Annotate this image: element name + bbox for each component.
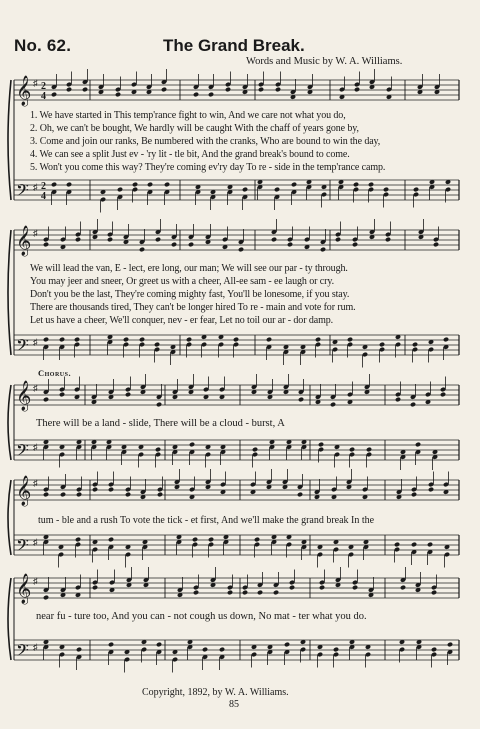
note-head <box>75 237 81 243</box>
note-head <box>352 242 358 248</box>
chorus-line-2: tum - ble and a rush To vote the tick - et first, And we'll make the grand break In the <box>38 515 375 526</box>
note-head <box>155 237 161 243</box>
note-head <box>225 87 231 93</box>
note-head <box>115 92 121 98</box>
note-head <box>202 647 208 653</box>
note-head <box>433 242 439 248</box>
note-head <box>123 337 129 343</box>
note-head <box>208 92 214 98</box>
note-head <box>291 182 297 188</box>
note-head <box>258 87 264 93</box>
note-head <box>43 492 49 498</box>
sharp-icon: ♯ <box>33 576 38 586</box>
note-head <box>147 182 153 188</box>
note-head <box>319 585 325 591</box>
note-head <box>164 182 170 188</box>
time-signature-top: 2 <box>41 181 46 192</box>
sharp-icon: ♯ <box>33 182 38 192</box>
verse-line-2: 2. Oh, we can't be bought, We hardly will be caught With the chaff of years gone by, <box>30 123 359 134</box>
chorus-label: Chorus. <box>38 368 72 378</box>
note-head <box>92 585 98 591</box>
note-head <box>273 590 279 596</box>
note-head <box>315 337 321 343</box>
note-head <box>59 392 65 398</box>
verse-ending-3: Don't you be the last, They're coming mighty fast, You'll be lonesome, if you stay. <box>30 289 350 300</box>
sharp-icon: ♯ <box>33 383 38 393</box>
time-signature-top: 2 <box>41 81 46 92</box>
note-head <box>125 392 131 398</box>
treble-clef-icon: 𝄞 <box>16 76 32 106</box>
hymn-credit: Words and Music by W. A. Williams. <box>246 56 403 67</box>
note-head <box>366 447 372 453</box>
verse-line-5: 5. Won't you come this way? They're coming ev'ry day To re - side in the temp'rance camp. <box>30 162 386 173</box>
system-brace <box>8 80 11 200</box>
note-head <box>354 87 360 93</box>
system-brace <box>8 578 11 660</box>
note-head <box>330 402 336 408</box>
note-head <box>66 182 72 188</box>
note-head <box>413 187 419 193</box>
note-head <box>333 647 339 653</box>
note-head <box>427 542 433 548</box>
note-head <box>76 647 82 653</box>
note-head <box>156 402 162 408</box>
note-head <box>51 92 57 98</box>
chorus-line-1: There will be a land - slide, There will be a cloud - burst, A <box>36 418 285 429</box>
note-head <box>440 392 446 398</box>
note-head <box>76 492 82 498</box>
note-head <box>75 537 81 543</box>
note-head <box>284 642 290 648</box>
note-head <box>431 647 437 653</box>
treble-clef-icon: 𝄞 <box>16 574 32 604</box>
note-head <box>353 182 359 188</box>
note-head <box>157 492 163 498</box>
bass-clef-icon: 𝄢 <box>16 640 29 664</box>
note-head <box>242 590 248 596</box>
note-head <box>82 87 88 93</box>
note-head <box>411 492 417 498</box>
note-head <box>412 342 418 348</box>
note-head <box>385 237 391 243</box>
sharp-icon: ♯ <box>33 478 38 488</box>
note-head <box>447 642 453 648</box>
bass-clef-icon: 𝄢 <box>16 535 29 559</box>
note-head <box>189 442 195 448</box>
note-head <box>400 585 406 591</box>
note-head <box>297 492 303 498</box>
note-head <box>219 647 225 653</box>
sharp-icon: ♯ <box>33 337 38 347</box>
bass-clef-icon: 𝄢 <box>16 180 29 204</box>
hymn-number: No. 62. <box>14 36 72 55</box>
note-head <box>320 247 326 253</box>
sharp-icon: ♯ <box>33 442 38 452</box>
note-head <box>395 397 401 403</box>
note-head <box>242 187 248 193</box>
system-brace <box>8 480 11 555</box>
note-head <box>383 187 389 193</box>
note-head <box>43 242 49 248</box>
note-head <box>411 542 417 548</box>
note-head <box>252 447 258 453</box>
note-head <box>266 337 272 343</box>
note-head <box>352 585 358 591</box>
note-head <box>233 337 239 343</box>
note-head <box>443 337 449 343</box>
note-head <box>43 397 49 403</box>
note-head <box>431 590 437 596</box>
note-head <box>139 337 145 343</box>
note-head <box>415 442 421 448</box>
note-head <box>287 242 293 248</box>
note-head <box>66 87 72 93</box>
verse-ending-4: There are thousands tired, They can't be longer hired To re - main and vote for rum. <box>30 302 356 313</box>
note-head <box>107 237 113 243</box>
note-head <box>92 487 98 493</box>
note-head <box>125 492 131 498</box>
note-head <box>186 337 192 343</box>
note-head <box>156 642 162 648</box>
note-head <box>161 87 167 93</box>
page-number: 85 <box>229 699 239 710</box>
note-head <box>227 590 233 596</box>
verse-line-3: 3. Come and join our ranks, Be numbered with the cranks, Who are bound to win the day, <box>30 136 381 147</box>
note-head <box>257 590 263 596</box>
note-head <box>275 87 281 93</box>
note-head <box>108 487 114 493</box>
copyright-notice: Copyright, 1892, by W. A. Williams. <box>142 687 289 698</box>
note-head <box>59 337 65 343</box>
system-brace <box>8 230 11 355</box>
note-head <box>274 187 280 193</box>
note-head <box>192 537 198 543</box>
note-head <box>335 237 341 243</box>
chorus-line-3: near fu - ture too, And you can - not cough us down, No mat - ter what you do. <box>36 611 367 622</box>
note-head <box>394 542 400 548</box>
bass-clef-icon: 𝄢 <box>16 440 29 464</box>
note-head <box>132 182 138 188</box>
note-head <box>74 337 80 343</box>
sharp-icon: ♯ <box>33 228 38 238</box>
note-head <box>117 187 123 193</box>
note-head <box>254 537 260 543</box>
hymn-title: The Grand Break. <box>163 36 305 55</box>
sharp-icon: ♯ <box>33 537 38 547</box>
note-head <box>208 537 214 543</box>
note-head <box>368 182 374 188</box>
treble-clef-icon: 𝄞 <box>16 381 32 411</box>
sharp-icon: ♯ <box>33 78 38 88</box>
treble-clef-icon: 𝄞 <box>16 476 32 506</box>
note-head <box>347 337 353 343</box>
verse-line-1: 1. We have started in This temp'rance fight to win, And we care not what you do, <box>30 110 346 121</box>
note-head <box>108 537 114 543</box>
note-head <box>428 487 434 493</box>
note-head <box>193 92 199 98</box>
note-head <box>193 590 199 596</box>
note-head <box>238 247 244 253</box>
verse-ending-2: You may jeer and sneer, Or greet us with a cheer, All-ee sam - ee laugh or cry. <box>30 276 334 287</box>
note-head <box>139 247 145 253</box>
note-head <box>154 342 160 348</box>
note-head <box>60 492 66 498</box>
note-head <box>298 397 304 403</box>
note-head <box>349 447 355 453</box>
note-head <box>108 642 114 648</box>
note-head <box>271 237 277 243</box>
bass-clef-icon: 𝄢 <box>16 335 29 359</box>
time-signature-bottom: 4 <box>41 191 46 202</box>
note-head <box>410 402 416 408</box>
note-head <box>318 442 324 448</box>
verse-line-4: 4. We can see a split Just ev - 'ry lit - tle bit, And the grand break's bound to come. <box>30 149 350 160</box>
note-head <box>171 242 177 248</box>
time-signature-bottom: 4 <box>41 91 46 102</box>
note-head <box>51 182 57 188</box>
note-head <box>379 342 385 348</box>
treble-clef-icon: 𝄞 <box>16 226 32 256</box>
note-head <box>155 447 161 453</box>
note-head <box>188 242 194 248</box>
system-brace <box>8 385 11 460</box>
note-head <box>43 337 49 343</box>
verse-ending-5: Let us have a cheer, We'll conquer, nev - er fear, Let no toil our ar - dor damp. <box>30 315 334 326</box>
verse-ending-1: We will lead the van, E - lect, ere long, our man; We will see our par - ty through. <box>30 263 348 274</box>
note-head <box>289 585 295 591</box>
note-head <box>43 595 49 601</box>
sharp-icon: ♯ <box>33 642 38 652</box>
